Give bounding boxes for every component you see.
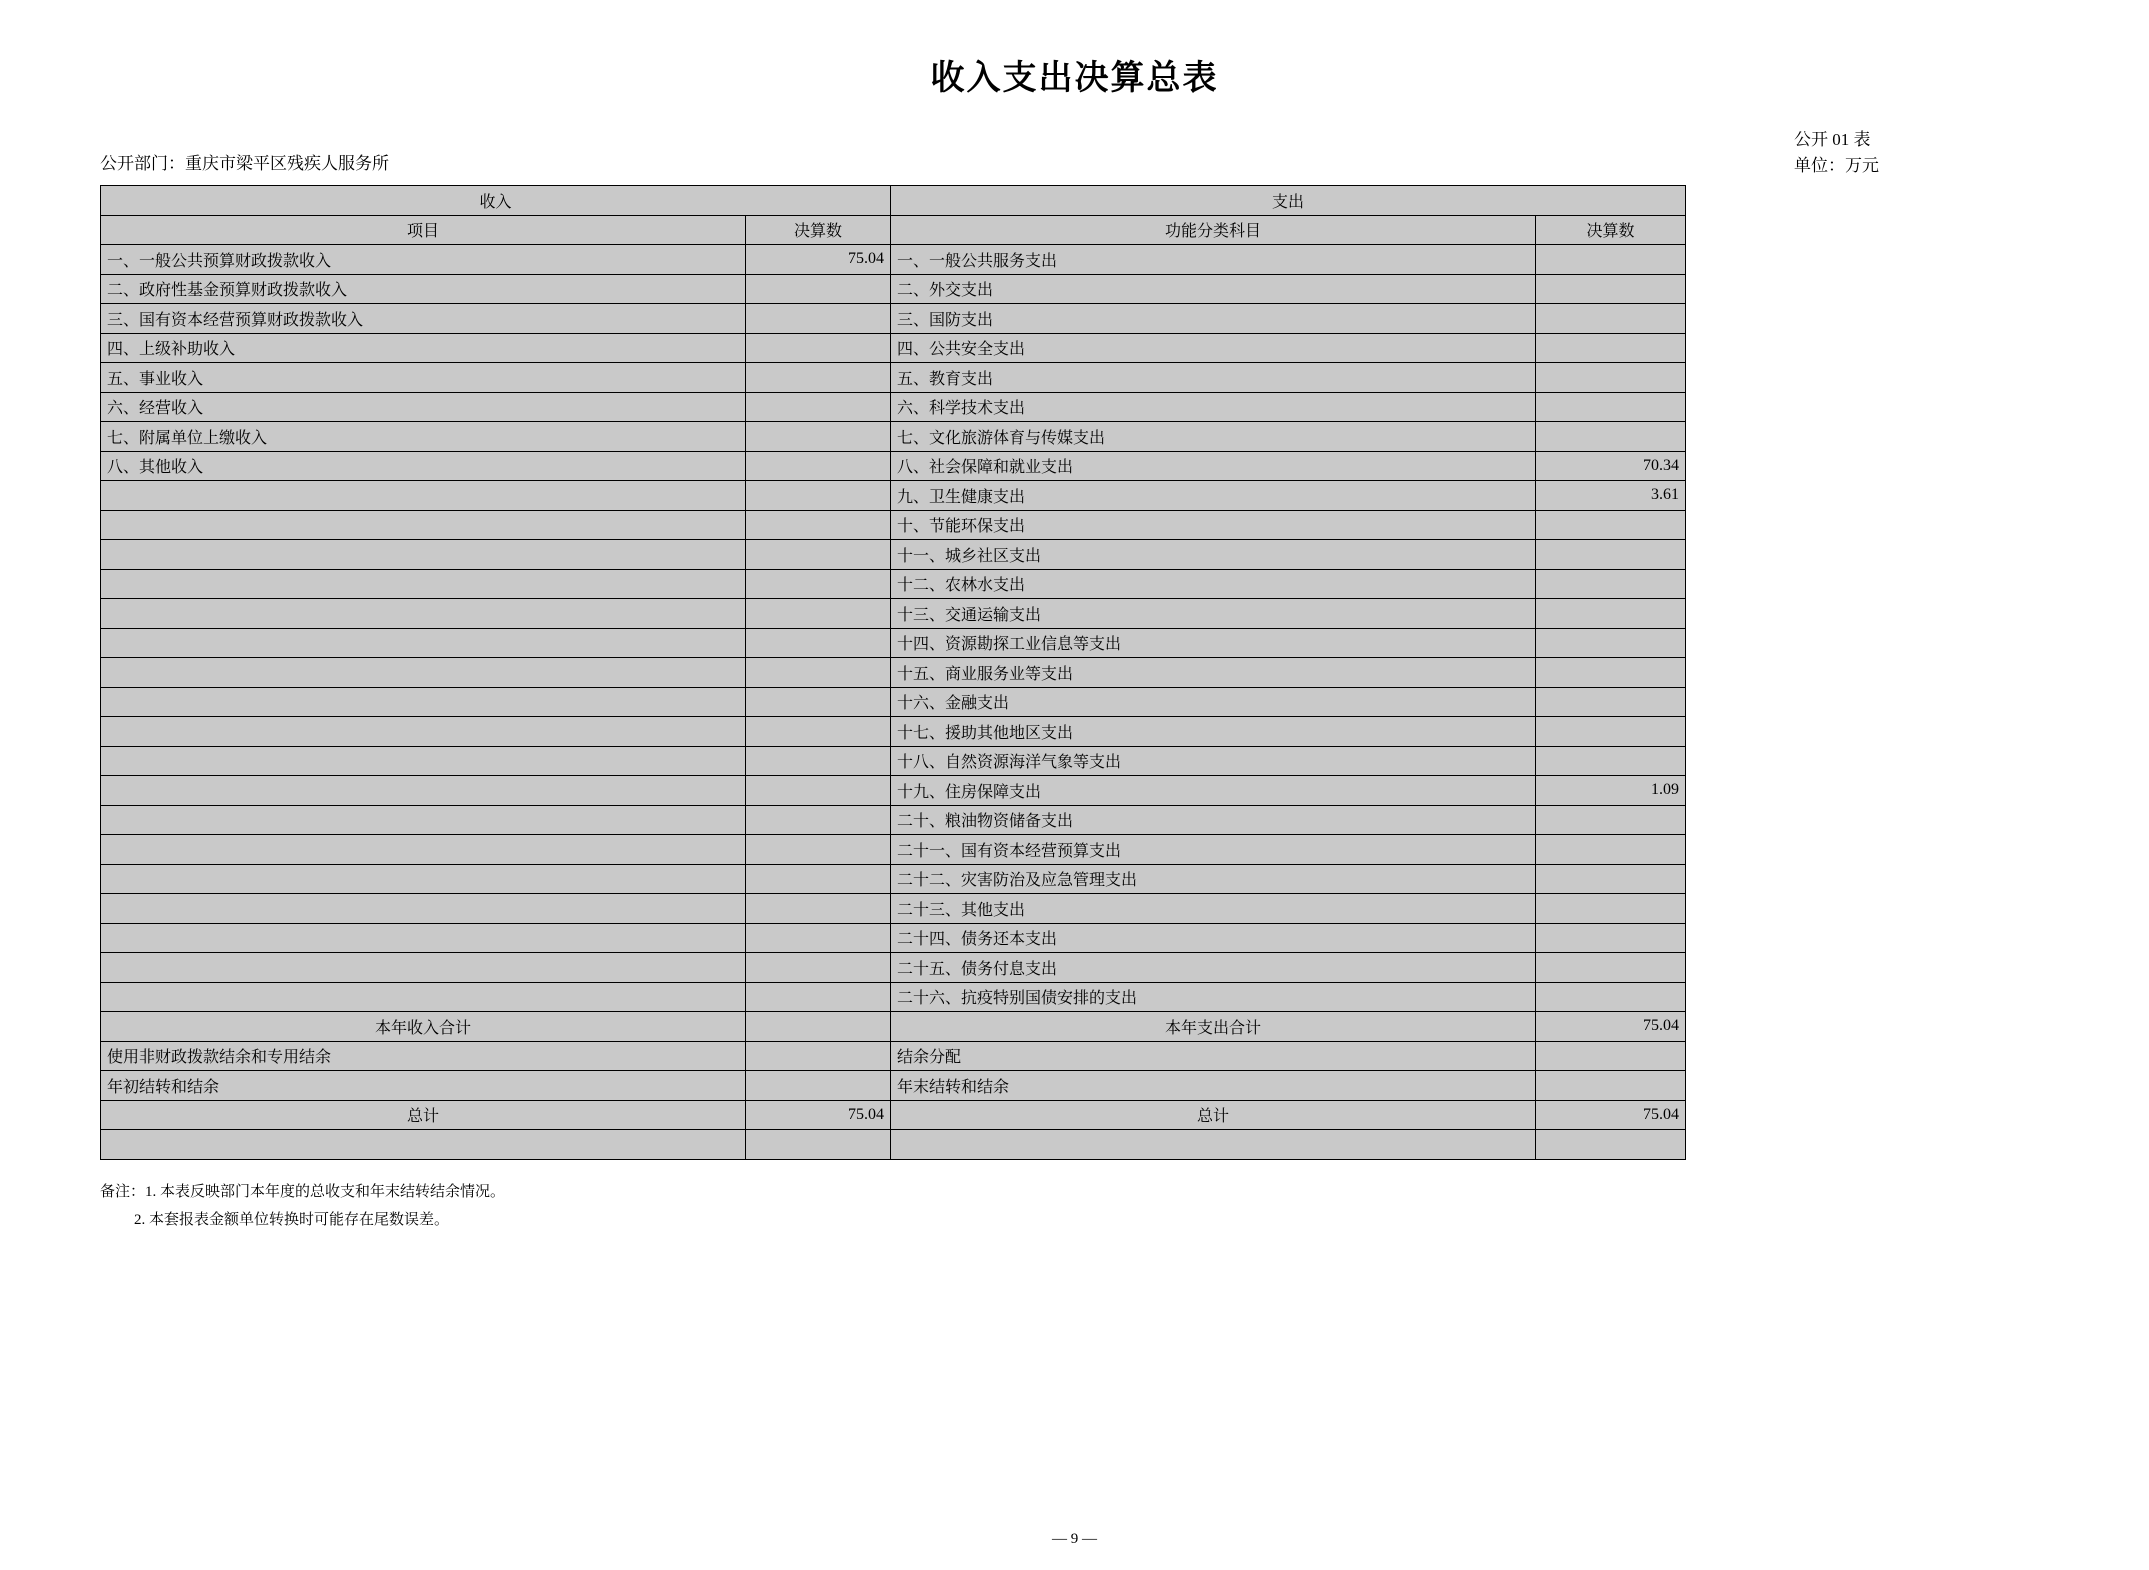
expense-item-value: 1.09 — [1536, 776, 1686, 806]
expense-summary-value: 75.04 — [1536, 1012, 1686, 1042]
income-item-label — [101, 569, 746, 599]
income-item-value — [746, 274, 891, 304]
table-row — [101, 982, 1686, 1012]
expense-item-value — [1536, 717, 1686, 747]
income-item-value — [746, 687, 891, 717]
expense-item-label: 十八、自然资源海洋气象等支出 — [891, 746, 1536, 776]
table-column-header-row — [101, 215, 1686, 245]
expense-item-label: 二十四、债务还本支出 — [891, 923, 1536, 953]
income-item-label — [101, 953, 746, 983]
expense-item-value — [1536, 599, 1686, 629]
expense-summary-label: 总计 — [891, 1100, 1536, 1130]
column-header-income-item: 项目 — [101, 215, 746, 245]
table-row — [101, 628, 1686, 658]
expense-item-value — [1536, 805, 1686, 835]
expense-item-label: 二十二、灾害防治及应急管理支出 — [891, 864, 1536, 894]
income-item-label: 三、国有资本经营预算财政拨款收入 — [101, 304, 746, 334]
expense-item-value — [1536, 923, 1686, 953]
income-item-value — [746, 953, 891, 983]
table-row — [101, 540, 1686, 570]
expense-item-label: 六、科学技术支出 — [891, 392, 1536, 422]
income-item-value — [746, 658, 891, 688]
table-row — [101, 599, 1686, 629]
expense-item-label: 十九、住房保障支出 — [891, 776, 1536, 806]
expense-summary-label: 结余分配 — [891, 1041, 1536, 1071]
expense-item-label: 十、节能环保支出 — [891, 510, 1536, 540]
income-item-label — [101, 658, 746, 688]
expense-item-value — [1536, 894, 1686, 924]
income-summary-value — [746, 1041, 891, 1071]
income-item-value — [746, 776, 891, 806]
income-item-value — [746, 569, 891, 599]
income-item-value — [746, 717, 891, 747]
table-row — [101, 304, 1686, 334]
expense-item-value — [1536, 746, 1686, 776]
income-item-label — [101, 599, 746, 629]
income-item-value — [746, 333, 891, 363]
expense-item-value — [1536, 510, 1686, 540]
income-item-label — [101, 746, 746, 776]
income-item-label — [101, 540, 746, 570]
income-summary-label: 本年收入合计 — [101, 1012, 746, 1042]
income-summary-label: 总计 — [101, 1100, 746, 1130]
income-summary-label: 使用非财政拨款结余和专用结余 — [101, 1041, 746, 1071]
unit-label: 单位：万元 — [1794, 155, 1879, 175]
form-meta — [1794, 127, 1879, 178]
expense-item-value — [1536, 304, 1686, 334]
expense-item-label: 十四、资源勘探工业信息等支出 — [891, 628, 1536, 658]
department-label: 公开部门：重庆市梁平区残疾人服务所 — [100, 154, 389, 173]
blank-cell — [101, 1130, 746, 1160]
income-item-label — [101, 923, 746, 953]
table-summary-row — [101, 1041, 1686, 1071]
table-row — [101, 245, 1686, 275]
table-row — [101, 776, 1686, 806]
blank-cell — [891, 1130, 1536, 1160]
income-item-label — [101, 894, 746, 924]
income-item-label: 一、一般公共预算财政拨款收入 — [101, 245, 746, 275]
income-summary-value: 75.04 — [746, 1100, 891, 1130]
table-row — [101, 481, 1686, 511]
income-item-value — [746, 599, 891, 629]
income-item-value — [746, 864, 891, 894]
column-header-income-amount: 决算数 — [746, 215, 891, 245]
expense-item-label: 二十一、国有资本经营预算支出 — [891, 835, 1536, 865]
table-row — [101, 953, 1686, 983]
table-row — [101, 864, 1686, 894]
expense-item-value — [1536, 245, 1686, 275]
note-line-1: 备注：1. 本表反映部门本年度的总收支和年末结转结余情况。 — [100, 1183, 506, 1200]
expense-item-label: 四、公共安全支出 — [891, 333, 1536, 363]
expense-item-value — [1536, 835, 1686, 865]
table-row — [101, 805, 1686, 835]
income-item-label — [101, 481, 746, 511]
expense-item-value — [1536, 628, 1686, 658]
income-item-value — [746, 835, 891, 865]
income-item-value — [746, 982, 891, 1012]
income-item-value — [746, 628, 891, 658]
expense-item-value — [1536, 569, 1686, 599]
expense-item-value — [1536, 953, 1686, 983]
expense-summary-label: 本年支出合计 — [891, 1012, 1536, 1042]
expense-item-label: 十三、交通运输支出 — [891, 599, 1536, 629]
expense-summary-value — [1536, 1071, 1686, 1101]
income-item-value — [746, 422, 891, 452]
expense-item-label: 一、一般公共服务支出 — [891, 245, 1536, 275]
income-item-label — [101, 510, 746, 540]
expense-item-label: 二十三、其他支出 — [891, 894, 1536, 924]
table-row — [101, 658, 1686, 688]
income-item-value — [746, 923, 891, 953]
expense-item-value — [1536, 982, 1686, 1012]
expense-item-value — [1536, 422, 1686, 452]
blank-cell — [746, 1130, 891, 1160]
table-blank-row — [101, 1130, 1686, 1160]
income-summary-value — [746, 1071, 891, 1101]
expense-item-label: 二十六、抗疫特别国债安排的支出 — [891, 982, 1536, 1012]
expense-item-label: 十六、金融支出 — [891, 687, 1536, 717]
income-item-label — [101, 835, 746, 865]
income-item-value — [746, 510, 891, 540]
column-header-expense-amount: 决算数 — [1536, 215, 1686, 245]
expense-item-value — [1536, 687, 1686, 717]
expense-item-value — [1536, 540, 1686, 570]
income-item-label — [101, 776, 746, 806]
expense-summary-value: 75.04 — [1536, 1100, 1686, 1130]
income-item-value — [746, 540, 891, 570]
income-item-label: 五、事业收入 — [101, 363, 746, 393]
table-row — [101, 687, 1686, 717]
income-item-label — [101, 864, 746, 894]
income-item-label — [101, 628, 746, 658]
table-row — [101, 451, 1686, 481]
note-line-2: 2. 本套报表金额单位转换时可能存在尾数误差。 — [134, 1212, 450, 1228]
expense-item-label: 七、文化旅游体育与传媒支出 — [891, 422, 1536, 452]
table-row — [101, 274, 1686, 304]
income-item-value: 75.04 — [746, 245, 891, 275]
expense-item-label: 三、国防支出 — [891, 304, 1536, 334]
expense-summary-value — [1536, 1041, 1686, 1071]
income-item-label — [101, 687, 746, 717]
expense-item-label: 十一、城乡社区支出 — [891, 540, 1536, 570]
income-item-value — [746, 894, 891, 924]
table-row — [101, 835, 1686, 865]
table-row — [101, 569, 1686, 599]
expense-item-value — [1536, 363, 1686, 393]
table-row — [101, 392, 1686, 422]
expense-item-value — [1536, 392, 1686, 422]
page-title: 收入支出决算总表 — [930, 59, 1219, 97]
expense-item-label: 八、社会保障和就业支出 — [891, 451, 1536, 481]
income-item-label: 八、其他收入 — [101, 451, 746, 481]
meta-row — [0, 127, 2149, 181]
income-item-value — [746, 746, 891, 776]
income-item-label: 四、上级补助收入 — [101, 333, 746, 363]
income-item-value — [746, 805, 891, 835]
income-summary-label: 年初结转和结余 — [101, 1071, 746, 1101]
income-item-label: 六、经营收入 — [101, 392, 746, 422]
income-item-label — [101, 982, 746, 1012]
notes-block — [100, 1178, 2149, 1235]
income-item-label — [101, 805, 746, 835]
form-code: 公开 01 表 — [1794, 130, 1871, 149]
column-header-expense-item: 功能分类科目 — [891, 215, 1536, 245]
expense-item-label: 十七、援助其他地区支出 — [891, 717, 1536, 747]
table-row — [101, 894, 1686, 924]
expense-item-label: 二十五、债务付息支出 — [891, 953, 1536, 983]
page-number: — 9 — — [1052, 1531, 1097, 1547]
group-header-expense: 支出 — [891, 186, 1686, 216]
table-row — [101, 333, 1686, 363]
expense-item-label: 二十、粮油物资储备支出 — [891, 805, 1536, 835]
expense-item-label: 十二、农林水支出 — [891, 569, 1536, 599]
table-row — [101, 363, 1686, 393]
expense-item-value: 70.34 — [1536, 451, 1686, 481]
expense-item-value: 3.61 — [1536, 481, 1686, 511]
income-item-value — [746, 304, 891, 334]
income-item-value — [746, 363, 891, 393]
budget-table — [100, 185, 1686, 1160]
income-item-value — [746, 481, 891, 511]
income-item-label — [101, 717, 746, 747]
table-row — [101, 422, 1686, 452]
document-page — [0, 50, 2149, 1570]
expense-item-label: 二、外交支出 — [891, 274, 1536, 304]
income-item-value — [746, 451, 891, 481]
table-row — [101, 717, 1686, 747]
table-summary-row — [101, 1071, 1686, 1101]
expense-item-value — [1536, 864, 1686, 894]
table-group-header-row — [101, 186, 1686, 216]
expense-item-value — [1536, 658, 1686, 688]
table-summary-row — [101, 1100, 1686, 1130]
expense-item-value — [1536, 333, 1686, 363]
table-row — [101, 923, 1686, 953]
income-summary-value — [746, 1012, 891, 1042]
expense-item-label: 九、卫生健康支出 — [891, 481, 1536, 511]
expense-item-label: 五、教育支出 — [891, 363, 1536, 393]
group-header-income: 收入 — [101, 186, 891, 216]
income-item-label: 七、附属单位上缴收入 — [101, 422, 746, 452]
expense-summary-label: 年末结转和结余 — [891, 1071, 1536, 1101]
income-item-label: 二、政府性基金预算财政拨款收入 — [101, 274, 746, 304]
income-item-value — [746, 392, 891, 422]
expense-item-label: 十五、商业服务业等支出 — [891, 658, 1536, 688]
table-row — [101, 510, 1686, 540]
table-summary-row — [101, 1012, 1686, 1042]
expense-item-value — [1536, 274, 1686, 304]
table-row — [101, 746, 1686, 776]
blank-cell — [1536, 1130, 1686, 1160]
